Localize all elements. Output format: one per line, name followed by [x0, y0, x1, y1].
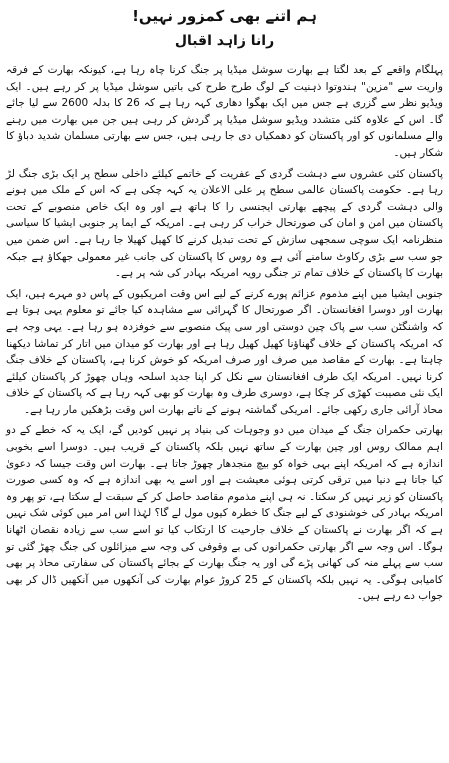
- article-body: [6, 62, 443, 605]
- article-paragraph-2: پاکستان کئی عشروں سے دہشت گردی کے عفریت کے خاتمے کیلئے داخلی سطح پر ایک بڑی جنگ لڑ رہا ہے۔ حکومت پاکستان عالمی سطح پر علی الاعلان یہ کہہ چکی ہے کہ اس کے ملک میں ہونے والی دہشت گردی کے پیچھے بھارتی ایجنسی را کا ہاتھ ہے اور وہ ایک خاص منصوبے کے تحت پاکستان میں امن و امان کی صورتحال خراب کر رہی ہے۔ امریکہ کے ایما پر جنوبی ایشیا کا سیاسی منظرنامہ ایک سوچی سمجھی سازش کے تحت تبدیل کرنے کا کھیل کھیلا جا رہا ہے۔ اس ضمن میں جو سب سے بڑی رکاوٹ سامنے آئی ہے وہ روس کا پاکستان کی جانب غیر معمولی جھکاؤ ہے جبکہ بھارت کا پاکستان کے خلاف تمام تر جنگی رویہ امریکہ بہادر کی شہ پر ہے۔: [6, 167, 443, 280]
- article-paragraph-4: بھارتی حکمران جنگ کے میدان میں دو وجوہات کی بنیاد پر نہیں کودیں گے، ایک یہ کہ خطے کے دو اہم ممالک روس اور چین بھارت کے ساتھ نہیں بلکہ پاکستان کے قریب ہیں۔ دوسرا اسے بخوبی اندازہ ہے کہ امریکہ اپنے بہی خواہ کو بیچ منجدھار چھوڑ جاتا ہے۔ بھارت اس وقت جیسا کہ دعویٰ کیا جاتا ہے دنیا میں ترقی کرتی ہوئی معیشت ہے اور اسے یہ بھی اندازہ ہے کہ وہ کسی صورت پاکستان کو زیر نہیں کر سکتا۔ نہ ہی اپنے مذموم مقاصد حاصل کر کے سبقت لے سکتا ہے، تو پھر وہ امریکہ بہادر کی خوشنودی کے لیے جنگ کا خطرہ کیوں مول لے گا؟ لہٰذا اس امر میں کوئی شک نہیں ہے کہ اگر بھارت نے پاکستان کے خلاف جارحیت کا ارتکاب کیا تو اسے سب سے زیادہ نقصان اٹھانا ہوگا۔ اس وجہ سے اگر بھارتی حکمرانوں کی بے وقوفی کی وجہ سے میزائلوں کی جنگ چھڑ گئی تو سب سے پہلے منہ کی کھانی پڑے گی اور یہ جنگ بھارت کے بجائے پاکستان کی سفارتی محاذ پر بھی کامیابی ہوگی۔ یہ نہیں بلکہ پاکستان کے 25 کروڑ عوام بھارت کی آنکھوں میں آنکھیں ڈال کر بھی جواب دے رہے ہیں۔: [6, 424, 443, 603]
- article-title: ہم اتنے بھی کمزور نہیں!: [132, 7, 317, 25]
- article-paragraph-1: پہلگام واقعے کے بعد لگتا ہے بھارت سوشل میڈیا پر جنگ کرنا چاہ رہا ہے، کیونکہ بھارت کے فرقہ واریت سے "مزین" ہندوتوا ذہنیت کے لوگ طرح طرح کی باتیں سوشل میڈیا پر کر رہے ہیں۔ ایک ویڈیو نظر سے گزری ہے جس میں ایک بھگوا دھاری کہہ رہا ہے کہ 26 کا بدلہ 2600 سے لیا جائے گا۔ اس کے علاوہ کئی متشدد ویڈیو سوشل میڈیا پر گردش کر رہی ہیں جن میں بھارت میں رہنے والے مسلمانوں کو اور پاکستان کو دھمکیاں دی جا رہی ہیں، جس سے بھارتی مسلمان شدید دباؤ کا شکار ہیں۔: [6, 64, 444, 159]
- article-paragraph-3: جنوبی ایشیا میں اپنے مذموم عزائم پورے کرنے کے لیے اس وقت امریکیوں کے پاس دو مہرے ہیں، ایک بھارت اور دوسرا افغانستان۔ اگر صورتحال کا گہرائی سے مشاہدہ کیا جائے تو معلوم یہی ہوتا ہے کہ واشنگٹن سب سے پاک چین دوستی اور سی پیک منصوبے سے خوفزدہ ہو رہا ہے۔ یہی وجہ ہے کہ امریکہ پاکستان کے خلاف گھناؤنا کھیل کھیل رہا ہے اور بھارت کو میدان میں اتار کر تماشا دیکھنا چاہتا ہے۔ بھارت کے مقاصد میں صرف اور صرف امریکہ کو خوش کرنا ہے، پاکستان کے خلاف جنگ کرنا نہیں۔ امریکہ ایک طرف افغانستان سے نکل کر اپنا جدید اسلحہ وہاں چھوڑ کر پاکستان کیلئے ایک نئی مصیبت کھڑی کر چکا ہے، دوسری طرف وہ بھارت کو بھی کہہ رہا ہے کہ پاکستان کے خلاف محاذ آرائی جاری رکھی جائے۔ امریکی گماشتہ ہونے کے ناتے بھارت اس وقت بڑھکیں مار رہا ہے۔: [6, 287, 443, 416]
- article-author: رانا زاہد اقبال: [174, 33, 275, 49]
